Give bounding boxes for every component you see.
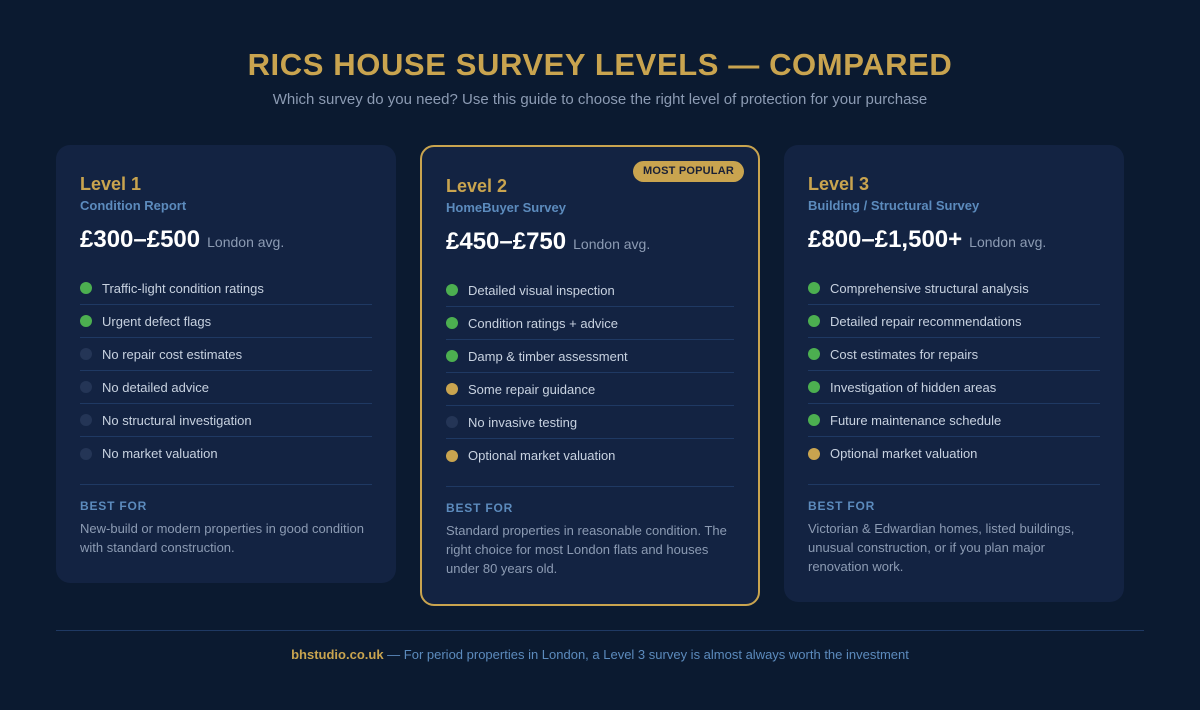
- card-price: £300–£500: [80, 226, 201, 253]
- status-excluded-icon: [80, 414, 92, 426]
- footer: [0, 647, 1200, 663]
- feature-item: [446, 406, 734, 439]
- feature-item: [446, 373, 734, 406]
- survey-card-level-3: [784, 145, 1124, 602]
- status-partial-icon: [808, 448, 820, 460]
- card-level: Level 3: [808, 174, 870, 194]
- feature-list: [808, 272, 1100, 470]
- footer-brand-link[interactable]: bhstudio.co.uk: [291, 647, 384, 662]
- status-excluded-icon: [446, 416, 458, 428]
- feature-item: [446, 439, 734, 472]
- price-row: [80, 224, 372, 258]
- feature-text: Cost estimates for repairs: [830, 346, 979, 362]
- status-included-icon: [808, 348, 820, 360]
- feature-item: [80, 437, 372, 470]
- feature-item: [80, 272, 372, 305]
- feature-text: Optional market valuation: [468, 448, 616, 463]
- card-price: £450–£750: [446, 228, 567, 255]
- footer-text: — For period properties in London, a Level 3 survey is almost always worth the investment: [383, 647, 909, 662]
- status-included-icon: [446, 317, 458, 329]
- feature-text: No market valuation: [102, 446, 218, 461]
- price-row: [808, 224, 1100, 258]
- card-price-note: London avg.: [573, 236, 651, 252]
- best-for-text: Victorian & Edwardian homes, listed buildings, unusual construction, or if you plan major renovation work.: [808, 521, 1075, 574]
- feature-text: Future maintenance schedule: [830, 412, 1002, 428]
- feature-text: No structural investigation: [102, 412, 252, 428]
- feature-item: [446, 274, 734, 307]
- status-partial-icon: [446, 383, 458, 395]
- page-header: [0, 46, 1200, 110]
- divider: [80, 484, 372, 485]
- card-level: Level 1: [80, 174, 142, 194]
- best-for-text: New-build or modern properties in good condition with standard construction.: [80, 521, 364, 555]
- feature-item: [446, 340, 734, 373]
- feature-text: Optional market valuation: [830, 446, 978, 461]
- feature-text: No repair cost estimates: [102, 346, 243, 362]
- status-included-icon: [80, 282, 92, 294]
- feature-text: No invasive testing: [468, 414, 578, 430]
- card-price: £800–£1,500+: [808, 226, 963, 253]
- page-title: RICS HOUSE SURVEY LEVELS — COMPARED: [247, 47, 953, 82]
- feature-text: Some repair guidance: [468, 381, 596, 397]
- best-for-label: BEST FOR: [80, 499, 148, 513]
- feature-item: [808, 437, 1100, 470]
- card-survey-name: HomeBuyer Survey: [446, 200, 566, 215]
- feature-item: [808, 305, 1100, 338]
- most-popular-badge: MOST POPULAR: [633, 161, 744, 182]
- card-level: Level 2: [446, 176, 508, 196]
- feature-text: Condition ratings + advice: [468, 315, 618, 331]
- feature-item: [80, 371, 372, 404]
- feature-item: [80, 305, 372, 338]
- survey-card-level-1: [56, 145, 396, 583]
- survey-card-level-2: [420, 145, 760, 606]
- status-included-icon: [80, 315, 92, 327]
- status-included-icon: [808, 414, 820, 426]
- divider: [446, 486, 734, 487]
- feature-item: [80, 338, 372, 371]
- feature-text: Traffic-light condition ratings: [102, 280, 264, 296]
- status-excluded-icon: [80, 448, 92, 460]
- status-partial-icon: [446, 450, 458, 462]
- feature-item: [808, 272, 1100, 305]
- best-for-label: BEST FOR: [808, 499, 876, 513]
- status-included-icon: [808, 381, 820, 393]
- feature-text: Damp & timber assessment: [468, 348, 628, 364]
- feature-item: [808, 371, 1100, 404]
- feature-text: Comprehensive structural analysis: [830, 280, 1029, 296]
- status-included-icon: [446, 284, 458, 296]
- card-survey-name: Condition Report: [80, 198, 187, 213]
- feature-item: [808, 338, 1100, 371]
- feature-text: Detailed repair recommendations: [830, 313, 1022, 329]
- feature-item: [80, 404, 372, 437]
- feature-text: Detailed visual inspection: [468, 282, 615, 298]
- status-excluded-icon: [80, 348, 92, 360]
- feature-item: [808, 404, 1100, 437]
- card-survey-name: Building / Structural Survey: [808, 198, 980, 213]
- feature-item: [446, 307, 734, 340]
- card-price-note: London avg.: [969, 234, 1047, 250]
- feature-list: [446, 274, 734, 472]
- status-included-icon: [808, 315, 820, 327]
- card-price-note: London avg.: [207, 234, 285, 250]
- divider: [808, 484, 1100, 485]
- page-subtitle: Which survey do you need? Use this guide to choose the right level of protection for your purchase: [272, 91, 928, 108]
- best-for-text: Standard properties in reasonable condition. The right choice for most London flats and houses under 80 years old.: [446, 523, 727, 576]
- status-included-icon: [446, 350, 458, 362]
- feature-text: Urgent defect flags: [102, 313, 212, 329]
- feature-text: No detailed advice: [102, 379, 209, 395]
- feature-list: [80, 272, 372, 470]
- price-row: [446, 226, 734, 260]
- status-excluded-icon: [80, 381, 92, 393]
- feature-text: Investigation of hidden areas: [830, 379, 997, 395]
- best-for-label: BEST FOR: [446, 501, 514, 515]
- footer-divider: [56, 630, 1144, 631]
- status-included-icon: [808, 282, 820, 294]
